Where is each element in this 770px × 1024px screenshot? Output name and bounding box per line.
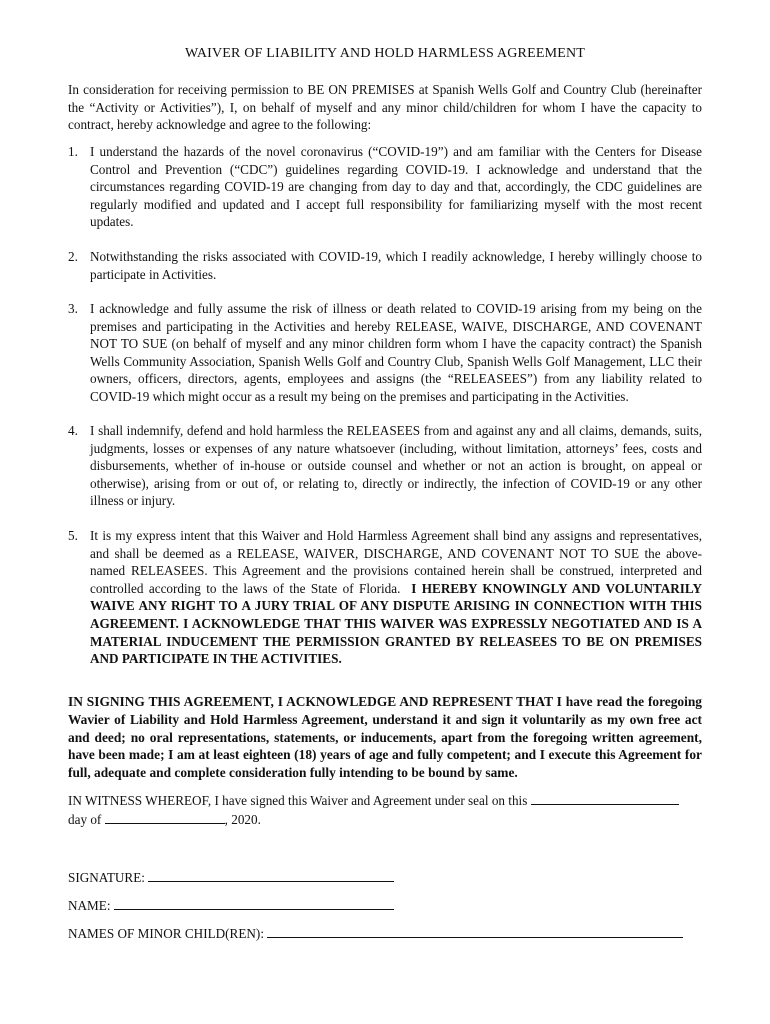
- item-text: I acknowledge and fully assume the risk of illness or death related to COVID-19 arising from my being on the premises and participating in the Activities and hereby RELEASE, WAIVE, DISCHARGE, AND COVENANT NOT TO SUE (on behalf of myself and any minor children form whom I have the capacity contract) the Spanish Wells Community Association, Spanish Wells Golf and Country Club, Spanish Wells Golf Management, LLC their owners, officers, directors, agents, employees and assigns (the “RELEASEES”) from any liability related to COVID-19 which might occur as a result my being on the premises and participating in the Activities.: [90, 301, 702, 404]
- jury-waiver-text: I HEREBY KNOWINGLY AND VOLUNTARILY WAIVE ANY RIGHT TO A JURY TRIAL OF ANY DISPUTE ARISING IN CONNECTION WITH THIS AGREEMENT. I ACKNOWLEDGE THAT THIS WAIVER WAS EXPRESSLY NEGOTIATED AND IS A MATERIAL INDUCEMENT THE PERMISSION GRANTED BY RELEASEES TO BE ON PREMISES AND PARTICIPATE IN THE ACTIVITIES.: [90, 580, 703, 667]
- intro-paragraph: In consideration for receiving permission to BE ON PREMISES at Spanish Wells Golf and Country Club (hereinafter the “Activity or Activities”), I, on behalf of myself and any minor child/children for whom I have the capacity to contract, hereby acknowledge and agree to the following:: [68, 82, 702, 133]
- name-field[interactable]: [114, 896, 394, 910]
- witness-clause: [68, 791, 702, 828]
- item-text: Notwithstanding the risks associated with COVID-19, which I readily acknowledge, I hereby willingly choose to participate in Activities.: [90, 249, 702, 282]
- name-line: [68, 896, 394, 915]
- list-item: [68, 143, 702, 231]
- witness-date-field[interactable]: [531, 791, 679, 805]
- item-number: 1.: [68, 144, 78, 159]
- minors-line: [68, 924, 683, 943]
- signature-line: [68, 868, 394, 887]
- witness-year-text: , 2020.: [224, 811, 261, 827]
- item-number: 4.: [68, 423, 78, 438]
- witness-month-field[interactable]: [105, 810, 225, 824]
- witness-lead-text: IN WITNESS WHEREOF, I have signed this Waiver and Agreement under seal on this: [68, 793, 528, 808]
- list-item: [68, 422, 702, 510]
- item-text: [90, 527, 702, 668]
- witness-day-of-text: day of: [68, 811, 102, 827]
- signature-label: SIGNATURE:: [68, 870, 145, 885]
- item-number: 2.: [68, 249, 78, 264]
- acknowledgement-paragraph: IN SIGNING THIS AGREEMENT, I ACKNOWLEDGE AND REPRESENT THAT I have read the foregoing Wavier of Liability and Hold Harmless Agreement, understand it and sign it voluntarily as my own free act and deed; no oral representations, statements, or inducements, apart from the foregoing written agreement, have been made; I am at least eighteen (18) years of age and fully competent; and I execute this Agreement for full, adequate and complete consideration fully intending to be bound by same.: [68, 694, 702, 781]
- item-text: I understand the hazards of the novel coronavirus (“COVID-19”) and am familiar with the Centers for Disease Control and Prevention (“CDC”) guidelines regarding COVID-19. I acknowledge and understand that the circumstances regarding COVID-19 are changing from day to day and that, accordingly, the CDC guidelines are regularly modified and updated and I accept full responsibility for familiarizing myself with the most recent updates.: [90, 144, 702, 230]
- signature-field[interactable]: [148, 868, 394, 882]
- item-text: I shall indemnify, defend and hold harmless the RELEASEES from and against any and all claims, demands, suits, judgments, losses or expenses of any nature whatsoever (including, without limitation, attorneys’ fees, costs and disbursements, whether of in-house or outside counsel and whether or not an action is brought, on appeal or otherwise), arising from or out of, or relating to, directly or indirectly, the infection of COVID-19 or any other illness or injury.: [90, 423, 702, 509]
- item-plain-text: It is my express intent that this Waiver and Hold Harmless Agreement shall bind any assigns and representatives, and shall be deemed as a RELEASE, WAIVER, DISCHARGE, AND COVENANT NOT TO SUE the above-named RELEASEES. This Agreement and the provisions contained herein shall be construed, interpreted and controlled according to the laws of the State of Florida.: [90, 528, 702, 596]
- minors-field[interactable]: [267, 924, 683, 938]
- list-item: [68, 527, 702, 668]
- list-item: [68, 300, 702, 406]
- minors-label: NAMES OF MINOR CHILD(REN):: [68, 926, 264, 941]
- name-label: NAME:: [68, 898, 111, 913]
- item-number: 5.: [68, 528, 78, 543]
- list-item: [68, 248, 702, 283]
- item-number: 3.: [68, 301, 78, 316]
- document-title: WAIVER OF LIABILITY AND HOLD HARMLESS AGREEMENT: [184, 46, 586, 61]
